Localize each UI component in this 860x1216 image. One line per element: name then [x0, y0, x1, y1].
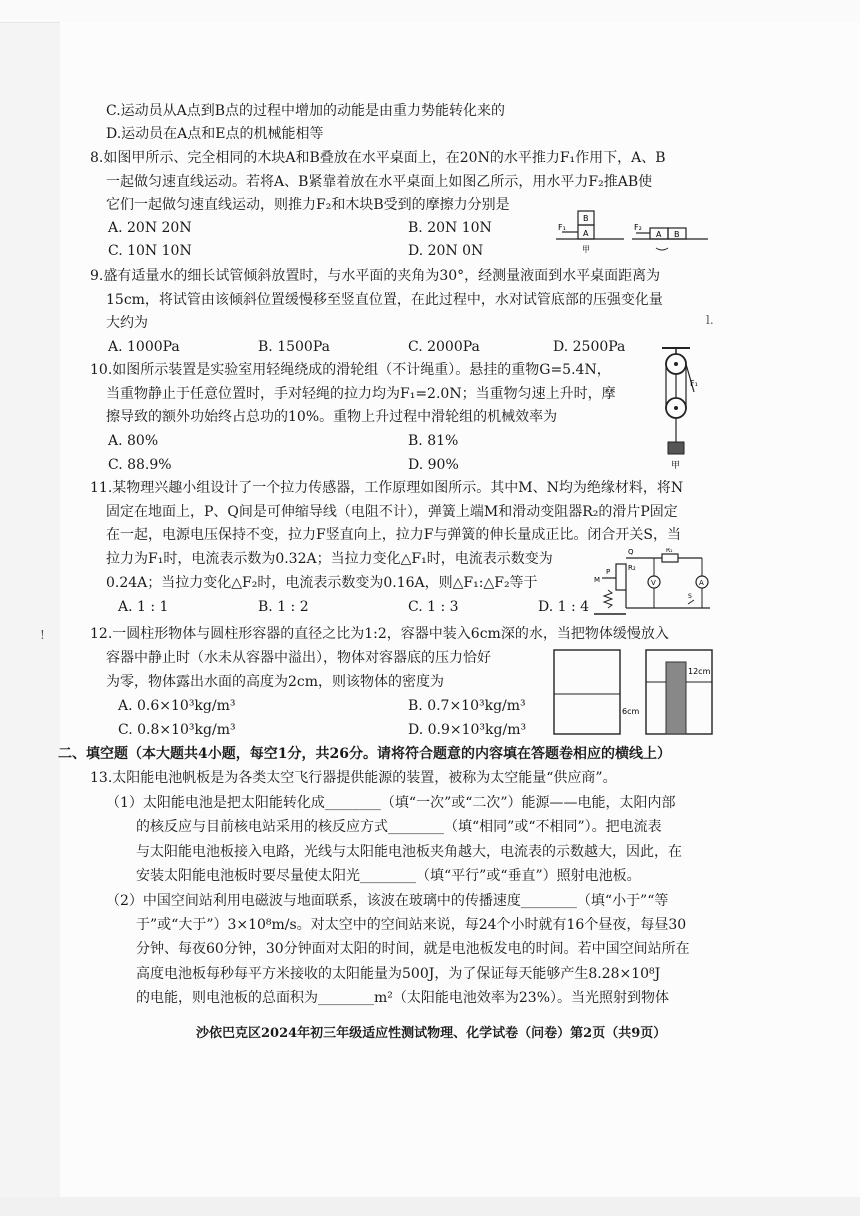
q12-container-figure	[552, 646, 720, 738]
q11-label-m: M	[594, 576, 601, 584]
q13-part2-line-2: 于”或“大于”）3×10⁸m/s。对太空中的空间站来说，每24个小时就有16个昼夜，每昼30	[136, 917, 687, 933]
q11-option-c: C. 1 : 3	[408, 599, 459, 615]
q11-option-a: A. 1 : 1	[118, 599, 169, 615]
q11-stem-line-5: 0.24A；当拉力变化△F₂时，电流表示数变为0.16A，则△F₁:△F₂等于	[106, 575, 538, 591]
q11-label-r2: R₂	[628, 564, 636, 572]
q13-part2-line-4: 高度电池板每秒每平方米接收的太阳能量为500J，为了保证每天能够产生8.28×10⁸J	[136, 966, 661, 982]
q8-label-a-bottom: A	[583, 229, 589, 238]
q11-label-p: P	[606, 568, 611, 576]
q9-stem-line-2: 15cm，将试管由该倾斜位置缓慢移至竖直位置，在此过程中，水对试管底部的压强变化量	[106, 292, 663, 308]
q10-pulley-figure	[652, 346, 702, 472]
q7-option-d: D.运动员在A点和E点的机械能相等	[106, 126, 324, 142]
q8-label-f2: F₂	[634, 223, 642, 232]
q10-stem-line-3: 擦导致的额外功始终占总功的10%。重物上升过程中滑轮组的机械效率为	[106, 409, 558, 425]
q8-label-b-right: B	[674, 230, 680, 239]
q9-stem-line-3: 大约为	[106, 315, 148, 331]
q11-label-a: A	[699, 579, 704, 587]
q9-option-a: A. 1000Pa	[108, 339, 180, 355]
q11-stem-line-1: 11.某物理兴趣小组设计了一个拉力传感器，工作原理如图所示。其中M、N均为绝缘材料，将N	[90, 480, 684, 496]
q12-label-6cm: 6cm	[622, 707, 640, 716]
q13-part2-line-5: 的电能，则电池板的总面积为________m²（太阳能电池效率为23%）。当光照射到物体	[136, 990, 670, 1006]
q8-block-figure	[552, 208, 712, 254]
q9-option-c: C. 2000Pa	[408, 339, 480, 355]
q11-label-q: Q	[628, 548, 634, 556]
q11-stem-line-2: 固定在地面上，P、Q间是可伸缩导线（电阻不计），弹簧上端M和滑动变阻器R₂的滑片P固定	[106, 504, 678, 520]
q12-option-c: C. 0.8×10³kg/m³	[118, 722, 236, 738]
q11-option-b: B. 1 : 2	[258, 599, 309, 615]
q13-part2-line-3: 分钟、每夜60分钟，30分钟面对太阳的时间，就是电池板发电的时间。若中国空间站所在	[136, 941, 690, 957]
q8-stem-line-2: 一起做匀速直线运动。若将A、B紧靠着放在水平桌面上如图乙所示，用水平力F₂推AB使	[106, 174, 653, 190]
q10-label-jia: 甲	[671, 461, 681, 471]
q13-part1-line-1: （1）太阳能电池是把太阳能转化成________（填“一次”或“二次”）能源——电能，太阳内部	[106, 795, 676, 811]
page-footer: 沙依巴克区2024年初三年级适应性测试物理、化学试卷（问卷）第2页（共9页）	[196, 1026, 667, 1041]
q8-option-b: B. 20N 10N	[408, 220, 492, 236]
q12-stem-line-1: 12.一圆柱形物体与圆柱形容器的直径之比为1:2，容器中装入6cm深的水，当把物体缓慢放入	[90, 626, 669, 642]
q8-label-a-right: A	[656, 230, 662, 239]
q8-option-a: A. 20N 20N	[108, 220, 192, 236]
q12-label-12cm: 12cm	[688, 667, 711, 676]
q11-stem-line-3: 在一起，电源电压保持不变，拉力F竖直向上，拉力F与弹簧的伸长量成正比。闭合开关S，当	[106, 527, 682, 543]
q8-label-jia: 甲	[582, 245, 590, 254]
bottom-margin	[0, 1197, 860, 1216]
q13-part1-line-4: 安装太阳能电池板时要尽量使太阳光________（填“平行”或“垂直”）照射电池板。	[136, 868, 641, 884]
q13-part2-line-1: （2）中国空间站利用电磁波与地面联系，该波在玻璃中的传播速度________（填“小于”“等	[106, 893, 669, 909]
q10-option-b: B. 81%	[408, 433, 459, 449]
q12-option-d: D. 0.9×10³kg/m³	[408, 722, 527, 738]
q8-label-b-top: B	[583, 214, 589, 223]
q11-label-v: V	[651, 579, 656, 587]
q10-option-a: A. 80%	[108, 433, 159, 449]
q10-stem-line-1: 10.如图所示装置是实验室用轻绳绕成的滑轮组（不计绳重）。悬挂的重物G=5.4N，	[90, 362, 611, 378]
q8-option-d: D. 20N 0N	[408, 243, 484, 259]
q9-stem-line-1: 9.盛有适量水的细长试管倾斜放置时，与水平面的夹角为30°，经测量液面到水平桌面距离为	[90, 268, 661, 284]
q13-part1-line-3: 与太阳能电池板接入电路，光线与太阳能电池板夹角越大，电流表的示数越大，因此，在	[136, 844, 682, 860]
q8-stem-line-1: 8.如图甲所示、完全相同的木块A和B叠放在水平桌面上，在20N的水平推力F₁作用下，A、B	[90, 150, 666, 166]
q10-option-d: D. 90%	[408, 457, 459, 473]
q11-label-r1: R₁	[666, 548, 673, 554]
q9-margin-mark: l.	[706, 313, 714, 327]
q10-label-f1: F₁	[690, 379, 698, 388]
q11-circuit-figure	[592, 548, 718, 618]
q12-left-mark: !	[40, 628, 45, 642]
q12-option-b: B. 0.7×10³kg/m³	[408, 698, 526, 714]
q11-label-s: S	[688, 593, 692, 600]
q8-stem-line-3: 它们一起做匀速直线运动，则推力F₂和木块B受到的摩擦力分别是	[106, 197, 510, 213]
q12-stem-line-2: 容器中静止时（水未从容器中溢出），物体对容器底的压力恰好	[106, 650, 491, 666]
q12-option-a: A. 0.6×10³kg/m³	[118, 698, 236, 714]
q8-option-c: C. 10N 10N	[108, 243, 192, 259]
q11-stem-line-4: 拉力为F₁时，电流表示数为0.32A；当拉力变化△F₁时，电流表示数变为	[106, 551, 553, 567]
q8-label-f1: F₁	[558, 223, 566, 232]
top-margin	[0, 0, 860, 23]
q9-option-d: D. 2500Pa	[553, 339, 626, 355]
q13-part1-line-2: 的核反应与目前核电站采用的核反应方式________（填“相同”或“不相同”）。把电流表	[136, 819, 662, 835]
q11-option-d: D. 1 : 4	[538, 599, 590, 615]
q12-stem-line-3: 为零，物体露出水面的高度为2cm，则该物体的密度为	[106, 674, 445, 690]
section-fill-blank-header: 二、填空题（本大题共4小题，每空1分，共26分。请将符合题意的内容填在答题卷相应的横线上）	[58, 746, 671, 762]
q7-option-c: C.运动员从A点到B点的过程中增加的动能是由重力势能转化来的	[106, 103, 506, 119]
q13-intro: 13.太阳能电池帆板是为各类太空飞行器提供能源的装置，被称为太空能量“供应商”。	[90, 770, 617, 786]
q10-stem-line-2: 当重物静止于任意位置时，手对轻绳的拉力均为F₁=2.0N；当重物匀速上升时，摩	[106, 386, 616, 402]
q10-option-c: C. 88.9%	[108, 457, 172, 473]
q9-option-b: B. 1500Pa	[258, 339, 330, 355]
